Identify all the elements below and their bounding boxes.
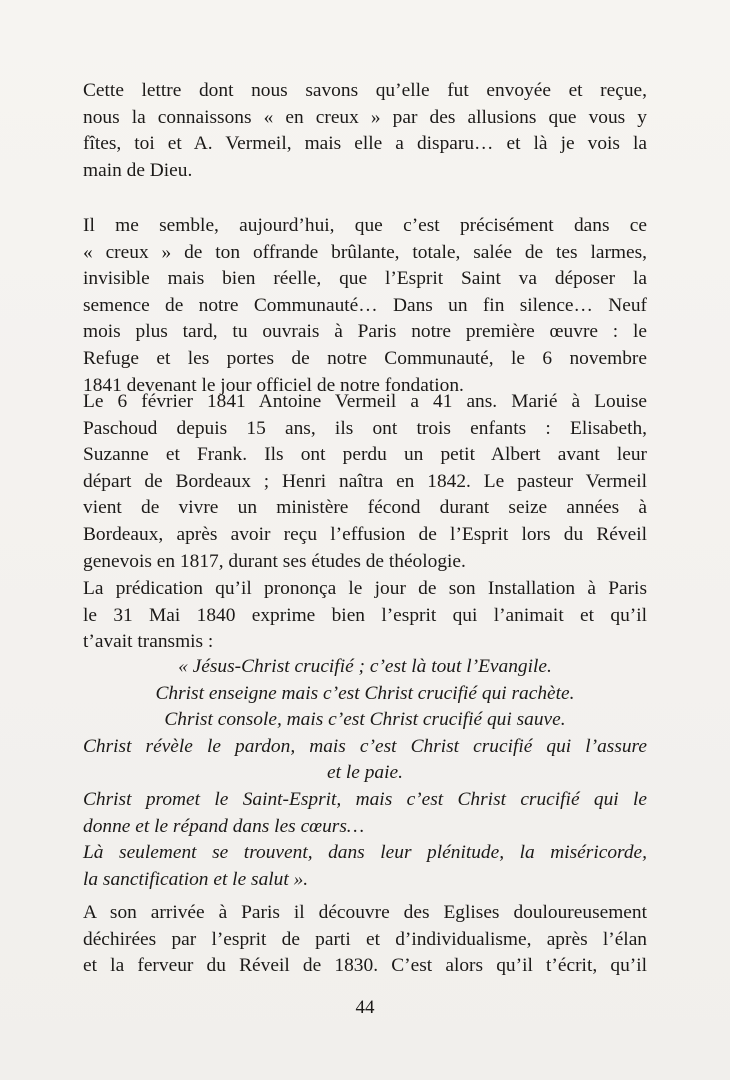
- text-line: Refuge et les portes de notre Communauté, le 6 novembre: [83, 347, 647, 369]
- page-number: 44: [355, 997, 375, 1018]
- text-line: mois plus tard, tu ouvrais à Paris notre première œuvre : le: [83, 321, 647, 343]
- quote-line: donne et le répand dans les cœurs…: [83, 815, 365, 837]
- text-line: Il me semble, aujourd’hui, que c’est précisément dans ce: [83, 215, 647, 236]
- sermon-quote: [83, 654, 647, 893]
- text-line: nous la connaissons « en creux » par des allusions que vous y: [83, 106, 647, 128]
- quote-line: Christ promet le Saint-Esprit, mais c’est Christ crucifié qui le: [83, 788, 647, 810]
- text-line: Le 6 février 1841 Antoine Vermeil a 41 ans. Marié à Louise: [83, 391, 647, 412]
- text-line: Cette lettre dont nous savons qu’elle fut envoyée et reçue,: [83, 80, 647, 101]
- text-line: déchirées par l’esprit de parti et d’individualisme, après l’élan: [83, 928, 647, 950]
- quote-line: Là seulement se trouvent, dans leur plénitude, la miséricorde,: [83, 842, 647, 864]
- text-line: genevois en 1817, durant ses études de théologie.: [83, 550, 466, 572]
- text-line: semence de notre Communauté… Dans un fin silence… Neuf: [83, 294, 647, 316]
- quote-line: Christ enseigne mais c’est Christ crucifié qui rachète.: [155, 682, 575, 704]
- quote-line: la sanctification et le salut ».: [83, 868, 309, 890]
- text-line: A son arrivée à Paris il découvre des Eglises douloureusement: [83, 902, 647, 923]
- text-line: main de Dieu.: [83, 159, 193, 181]
- text-line: Paschoud depuis 15 ans, ils ont trois enfants : Elisabeth,: [83, 417, 647, 439]
- text-line: Suzanne et Frank. Ils ont perdu un petit Albert avant leur: [83, 444, 647, 466]
- text-line: et la ferveur du Réveil de 1830. C’est alors qu’il t’écrit, qu’il: [83, 955, 647, 977]
- text-line: invisible mais bien réelle, que l’Esprit Saint va déposer la: [83, 268, 647, 290]
- quote-line: « Jésus-Christ crucifié ; c’est là tout l’Evangile.: [178, 656, 552, 677]
- text-line: fîtes, toi et A. Vermeil, mais elle a disparu… et là je vois la: [83, 133, 647, 155]
- quote-line: Christ console, mais c’est Christ crucifié qui sauve.: [164, 709, 566, 731]
- text-line: vient de vivre un ministère fécond durant seize années à: [83, 497, 647, 519]
- text-line: Bordeaux, après avoir reçu l’effusion de l’Esprit lors du Réveil: [83, 523, 647, 545]
- paragraph-letter-disappeared: [83, 78, 647, 184]
- paragraph-arrival-paris: [83, 900, 647, 980]
- text-line: départ de Bordeaux ; Henri naîtra en 1842. Le pasteur Vermeil: [83, 470, 647, 492]
- text-line: le 31 Mai 1840 exprime bien l’esprit qui l’animait et qu’il: [83, 604, 647, 626]
- paragraph-holy-spirit-seed: [83, 213, 647, 399]
- text-line: La prédication qu’il prononça le jour de son Installation à Paris: [83, 578, 647, 599]
- text-line: « creux » de ton offrande brûlante, totale, salée de tes larmes,: [83, 241, 647, 263]
- text-line: 1841 devenant le jour officiel de notre fondation.: [83, 374, 464, 396]
- quote-line: et le paie.: [327, 762, 403, 784]
- quote-line: Christ révèle le pardon, mais c’est Christ crucifié qui l’assure: [83, 735, 647, 757]
- paragraph-installation-sermon: [83, 576, 647, 656]
- paragraph-antoine-vermeil: [83, 389, 647, 575]
- text-line: t’avait transmis :: [83, 631, 214, 653]
